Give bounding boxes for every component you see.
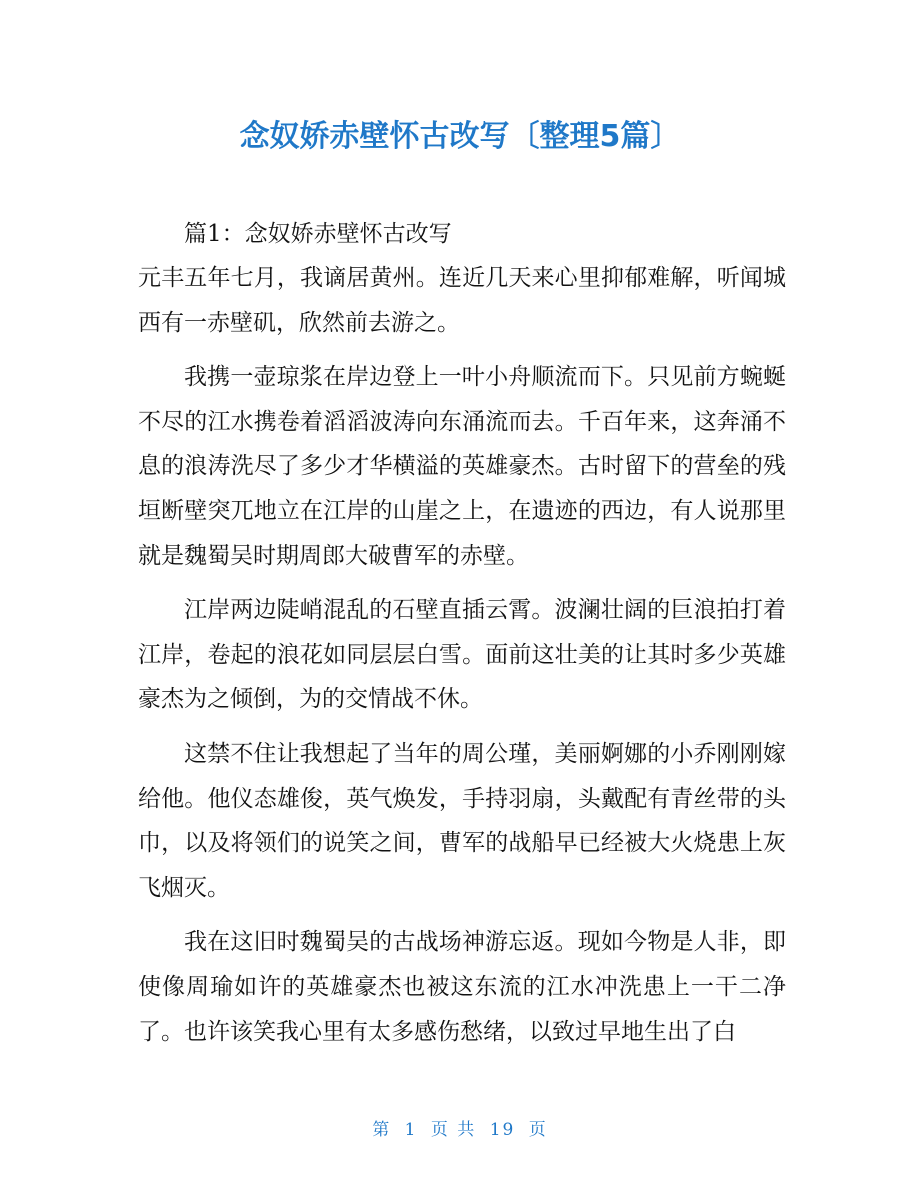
- document-body: [138, 212, 786, 1064]
- document-title: 念奴娇赤壁怀古改写〔整理5篇〕: [239, 119, 681, 154]
- footer-suffix: 页: [528, 1120, 548, 1140]
- footer-middle: 页 共: [430, 1120, 477, 1140]
- footer-total-pages: 19: [489, 1120, 516, 1140]
- page-footer: [0, 1115, 920, 1140]
- footer-page-number: 1: [404, 1120, 418, 1140]
- paragraph-3: 江岸两边陡峭混乱的石壁直插云霄。波澜壮阔的巨浪拍打着江岸，卷起的浪花如同层层白雪。面前这壮美的让其时多少英雄豪杰为之倾倒，为的交情战不休。: [138, 597, 786, 713]
- paragraph-2: 我携一壶琼浆在岸边登上一叶小舟顺流而下。只见前方蜿蜒不尽的江水携卷着滔滔波涛向东涌流而去。千百年来，这奔涌不息的浪涛洗尽了多少才华横溢的英雄豪杰。古时留下的营垒的残垣断壁突兀地立在江岸的山崖之上，在遗迹的西边，有人说那里就是魏蜀吴时期周郎大破曹军的赤壁。: [138, 364, 786, 569]
- paragraph-4: 这禁不住让我想起了当年的周公瑾，美丽婀娜的小乔刚刚嫁给他。他仪态雄俊，英气焕发，手持羽扇，头戴配有青丝带的头巾，以及将领们的说笑之间，曹军的战船早已经被大火烧患上灰飞烟灭。: [138, 740, 786, 901]
- footer-prefix: 第: [372, 1120, 392, 1140]
- paragraph-5: 我在这旧时魏蜀吴的古战场神游忘返。现如今物是人非，即使像周瑜如许的英雄豪杰也被这东流的江水冲洗患上一干二净了。也许该笑我心里有太多感伤愁绪，以致过早地生出了白: [138, 929, 786, 1045]
- paragraph-1: 元丰五年七月，我谪居黄州。连近几天来心里抑郁难解，听闻城西有一赤壁矶，欣然前去游之。: [138, 265, 786, 336]
- section-heading: 篇1：念奴娇赤壁怀古改写: [184, 221, 452, 247]
